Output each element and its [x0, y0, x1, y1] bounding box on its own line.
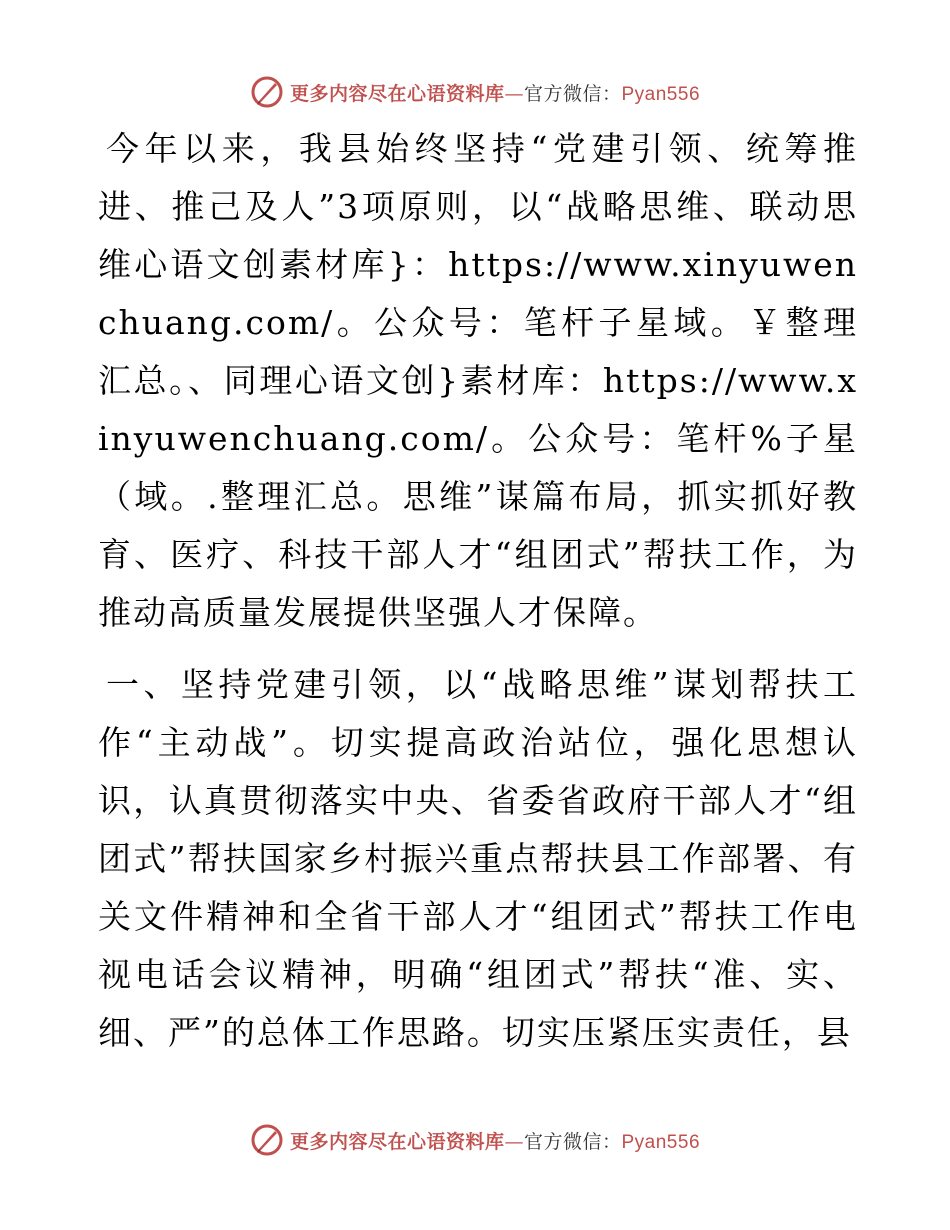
watermark-text: [290, 79, 700, 106]
watermark-separator: —: [504, 1130, 524, 1153]
watermark-brand: 更多内容尽在心语资料库: [289, 1130, 505, 1153]
watermark-wechat-label: 官方微信：: [523, 82, 622, 105]
watermark-wechat-label: 官方微信：: [523, 1130, 622, 1153]
footer-watermark: [0, 1120, 950, 1160]
paragraph-intro: 今年以来，我县始终坚持“党建引领、统筹推进、推己及人”3项原则，以“战略思维、联动思维心语文创素材库}：https://www.xinyuwenchuang.com/。公众号：笔杆子星域。￥整理汇总。、同理心语文创}素材库：https://www.xinyuwenchuang.com/。公众号：笔杆%子星（域。.整理汇总。思维”谋篇布局，抓实抓好教育、医疗、科技干部人才“组团式”帮扶工作，为推动高质量发展提供坚强人才保障。: [98, 129, 858, 632]
watermark-separator: —: [504, 82, 524, 105]
watermark-wechat-id: Pyan556: [621, 1131, 701, 1153]
watermark-text: [290, 1127, 700, 1154]
quill-pen-circle-icon: [250, 1123, 284, 1157]
quill-pen-circle-icon: [250, 75, 284, 109]
watermark-brand: 更多内容尽在心语资料库: [289, 82, 505, 105]
watermark-wechat-id: Pyan556: [621, 83, 701, 105]
header-watermark: [0, 72, 950, 112]
paragraph-section-one: 一、坚持党建引领，以“战略思维”谋划帮扶工作“主动战”。切实提高政治站位，强化思想认识，认真贯彻落实中央、省委省政府干部人才“组团式”帮扶国家乡村振兴重点帮扶县工作部署、有关文件精神和全省干部人才“组团式”帮扶工作电视电话会议精神，明确“组团式”帮扶“准、实、细、严”的总体工作思路。切实压紧压实责任，县: [98, 665, 858, 1052]
document-body: [98, 120, 858, 1062]
